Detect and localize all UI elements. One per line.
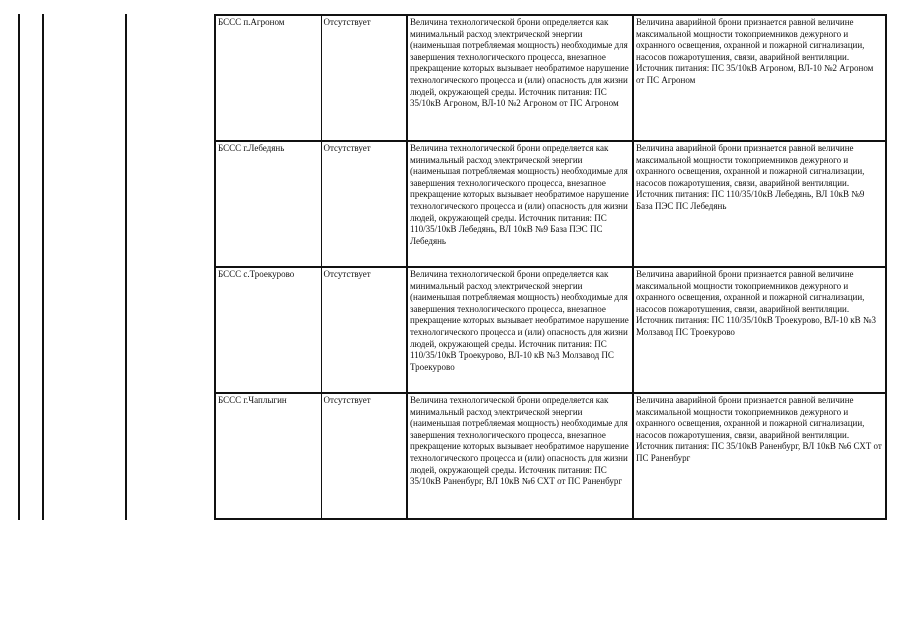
table-row [215, 267, 886, 393]
technological-reserve-cell: Величина технологической брони определяется как минимальный расход электрической энергии (наименьшая потребляемая мощность) необходимые для завершения технологического процесса, внезапное прекращение которых вызывает необратимое нарушение технологического процесса и (или) опасность для жизни людей, окружающей среды. Источник питания: ПС 35/10кВ Раненбург, ВЛ 10кВ №6 СХТ от ПС Раненбург [407, 393, 633, 519]
left-border-line-1 [18, 14, 20, 520]
technological-reserve-cell: Величина технологической брони определяется как минимальный расход электрической энергии (наименьшая потребляемая мощность) необходимые для завершения технологического процесса, внезапное прекращение которых вызывает необратимое нарушение технологического процесса и (или) опасность для жизни людей, окружающей среды. Источник питания: ПС 110/35/10кВ Троекурово, ВЛ-10 кВ №3 Молзавод ПС Троекурово [407, 267, 633, 393]
left-border-line-2 [42, 14, 44, 520]
station-name-cell: БССС с.Троекурово [215, 267, 321, 393]
technological-reserve-cell: Величина технологической брони определяется как минимальный расход электрической энергии (наименьшая потребляемая мощность) необходимые для завершения технологического процесса, внезапное прекращение которых вызывает необратимое нарушение технологического процесса и (или) опасность для жизни людей, окружающей среды. Источник питания: ПС 35/10кВ Агроном, ВЛ-10 №2 Агроном от ПС Агроном [407, 15, 633, 141]
emergency-reserve-cell: Величина аварийной брони признается равной величине максимальной мощности токоприемников дежурного и охранного освещения, охранной и пожарной сигнализации, насосов пожаротушения, связи, аварийной вентиляции. Источник питания: ПС 35/10кВ Раненбург, ВЛ 10кВ №6 СХТ от ПС Раненбург [633, 393, 886, 519]
table-row [215, 141, 886, 267]
station-name-cell: БССС г.Лебедянь [215, 141, 321, 267]
table-row [215, 393, 886, 519]
emergency-reserve-cell: Величина аварийной брони признается равной величине максимальной мощности токоприемников дежурного и охранного освещения, охранной и пожарной сигнализации, насосов пожаротушения, связи, аварийной вентиляции. Источник питания: ПС 110/35/10кВ Троекурово, ВЛ-10 кВ №3 Молзавод ПС Троекурово [633, 267, 886, 393]
station-name-cell: БССС г.Чаплыгин [215, 393, 321, 519]
station-name-cell: БССС п.Агроном [215, 15, 321, 141]
status-cell: Отсутствует [321, 15, 407, 141]
status-cell: Отсутствует [321, 267, 407, 393]
emergency-reserve-cell: Величина аварийной брони признается равной величине максимальной мощности токоприемников дежурного и охранного освещения, охранной и пожарной сигнализации, насосов пожаротушения, связи, аварийной вентиляции. Источник питания: ПС 35/10кВ Агроном, ВЛ-10 №2 Агроном от ПС Агроном [633, 15, 886, 141]
status-cell: Отсутствует [321, 141, 407, 267]
emergency-reserve-cell: Величина аварийной брони признается равной величине максимальной мощности токоприемников дежурного и охранного освещения, охранной и пожарной сигнализации, насосов пожаротушения, связи, аварийной вентиляции. Источник питания: ПС 110/35/10кВ Лебедянь, ВЛ 10кВ №9 База ПЭС ПС Лебедянь [633, 141, 886, 267]
left-border-line-3 [125, 14, 127, 520]
technological-reserve-cell: Величина технологической брони определяется как минимальный расход электрической энергии (наименьшая потребляемая мощность) необходимые для завершения технологического процесса, внезапное прекращение которых вызывает необратимое нарушение технологического процесса и (или) опасность для жизни людей, окружающей среды. Источник питания: ПС 110/35/10кВ Лебедянь, ВЛ 10кВ №9 База ПЭС ПС Лебедянь [407, 141, 633, 267]
table-row [215, 15, 886, 141]
power-reserve-table [214, 14, 887, 520]
status-cell: Отсутствует [321, 393, 407, 519]
